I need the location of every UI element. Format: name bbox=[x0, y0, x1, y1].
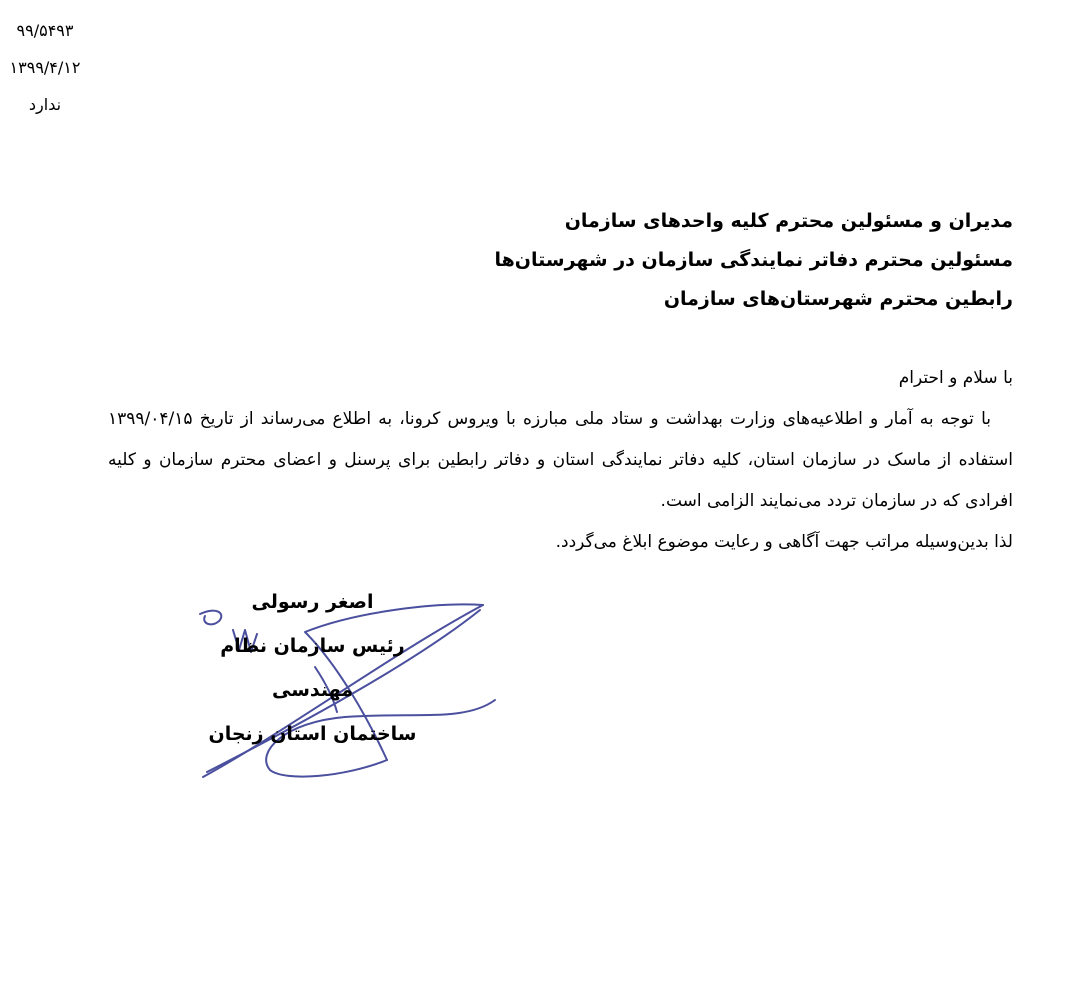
attachment-status: ندارد bbox=[28, 95, 62, 114]
closing-line: لذا بدین‌وسیله مراتب جهت آگاهی و رعایت موضوع ابلاغ می‌گردد. bbox=[555, 532, 1013, 552]
letter-body bbox=[108, 358, 1013, 563]
signatory-name: اصغر رسولی bbox=[251, 591, 374, 613]
letter-meta bbox=[0, 18, 90, 129]
main-paragraph: با توجه به آمار و اطلاعیه‌های وزارت بهداشت و ستاد ملی مبارزه با ویروس کرونا، به اطلاع می‌رساند از تاریخ ۱۳۹۹/۰۴/۱۵ استفاده از ماسک در سازمان استان، کلیه دفاتر نمایندگی استان و دفاتر رابطین برای پرسنل و اعضای محترم سازمان و کلیه افرادی که در سازمان تردد می‌نمایند الزامی است. bbox=[108, 409, 1013, 511]
signatory-organization: ساختمان استان زنجان bbox=[208, 723, 417, 745]
signature-block bbox=[195, 572, 505, 797]
signature-text bbox=[195, 580, 430, 756]
letter-date: ۱۳۹۹/۴/۱۲ bbox=[9, 58, 81, 77]
letter-number: ۹۹/۵۴۹۳ bbox=[16, 21, 74, 40]
recipient-line: مسئولین محترم دفاتر نمایندگی سازمان در شهرستان‌ها bbox=[494, 249, 1013, 271]
recipients-block bbox=[494, 202, 1013, 319]
recipient-line: رابطین محترم شهرستان‌های سازمان bbox=[663, 288, 1013, 310]
signatory-title: رئیس سازمان نظام مهندسی bbox=[220, 635, 405, 701]
recipient-line: مدیران و مسئولین محترم کلیه واحدهای سازمان bbox=[564, 210, 1013, 232]
greeting: با سلام و احترام bbox=[898, 368, 1013, 388]
